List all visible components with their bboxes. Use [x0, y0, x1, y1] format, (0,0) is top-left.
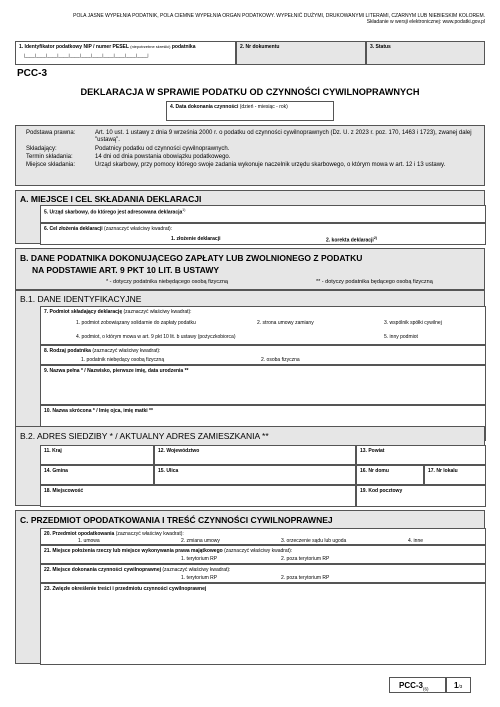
property-location-label: 21. Miejsce położenia rzeczy lub miejsce wykonywania prawa majątkowego	[44, 548, 223, 554]
entity-option-borrower[interactable]: 4. podmiot, o którym mowa w art. 9 pkt 10 lit. b ustawy (pożyczkobiorca)	[76, 334, 236, 340]
county-field[interactable]	[356, 445, 486, 465]
property-location-hint: (zaznaczyć właściwy kwadrat):	[224, 548, 293, 554]
country-field[interactable]	[40, 445, 154, 465]
deadline-key: Termin składania:	[26, 154, 73, 160]
description-field[interactable]	[40, 583, 486, 665]
apartment-number-label: 17. Nr lokalu	[428, 468, 458, 474]
section-a	[15, 190, 485, 244]
purpose-hint: (zaznaczyć właściwy kwadrat):	[104, 226, 173, 232]
legal-basis-value: Art. 10 ust. 1 ustawy z dnia 9 września 2000 r. o podatku od czynności cywilnoprawnych (Dz. U. z 2023 r. poz. 170, 1463 i 1723), zwanej dalej "ustawą".	[95, 130, 472, 144]
short-name-label: 10. Nazwa skrócona * / Imię ojca, imię matki **	[44, 408, 153, 414]
property-location-rp[interactable]: 1. terytorium RP	[181, 556, 218, 562]
tax-office-label: 5. Urząd skarbowy, do którego jest adresowana deklaracja	[44, 209, 183, 216]
county-label: 13. Powiat	[360, 448, 385, 454]
tax-office-field[interactable]	[40, 205, 486, 223]
section-b1	[15, 290, 485, 446]
subject-hint: (zaznaczyć właściwy kwadrat):	[115, 531, 184, 537]
entity-option-solidary[interactable]: 1. podmiot zobowiązany solidarnie do zapłaty podatku	[76, 320, 196, 326]
document-number-label: 2. Nr dokumentu	[240, 44, 280, 50]
submitting-entity-hint: (zaznaczyć właściwy kwadrat):	[123, 309, 192, 315]
subject-option-contract[interactable]: 1. umowa	[78, 538, 100, 544]
entity-option-other[interactable]: 5. inny podmiot	[384, 334, 418, 340]
apartment-number-field[interactable]	[424, 465, 486, 485]
section-b-title-line1: B. DANE PODATNIKA DOKONUJĄCEGO ZAPŁATY LUB ZWOLNIONEGO Z PODATKU	[20, 253, 363, 263]
instruction-text: POLA JASNE WYPEŁNIA PODATNIK, POLA CIEMNE WYPEŁNIA ORGAN PODATKOWY. WYPEŁNIĆ DUŻYMI, DRUKOWANYMI LITERAMI, CZARNYM LUB NIEBIESKIM KOLOREM.	[73, 13, 485, 19]
street-label: 15. Ulica	[158, 468, 179, 474]
footer-code: PCC-3	[399, 681, 424, 690]
city-label: 18. Miejscowość	[44, 488, 84, 494]
voivodeship-field[interactable]	[154, 445, 356, 465]
footer-form-code	[389, 677, 446, 693]
subject-option-amendment[interactable]: 2. zmiana umowy	[181, 538, 220, 544]
postal-code-label: 19. Kod pocztowy	[360, 488, 403, 494]
transaction-place-rp[interactable]: 1. terytorium RP	[181, 575, 218, 581]
document-number-field	[236, 41, 366, 65]
filer-value: Podatnicy podatku od czynności cywilnoprawnych.	[95, 146, 230, 152]
footer-version: (6)	[423, 686, 429, 692]
municipality-label: 14. Gmina	[44, 468, 68, 474]
transaction-place-hint: (zaznaczyć właściwy kwadrat):	[162, 567, 231, 573]
legal-info-block	[15, 125, 485, 186]
municipality-field[interactable]	[40, 465, 154, 485]
nip-digit-boxes: └──┴──┴──┴──┴──┴──┴──┴──┴──┴──┴──┘	[22, 55, 150, 61]
purpose-field	[40, 223, 486, 245]
country-label: 11. Kraj	[44, 448, 62, 454]
house-number-field[interactable]	[356, 465, 424, 485]
purpose-label: 6. Cel złożenia deklaracji	[44, 226, 103, 232]
section-b-title	[20, 252, 362, 276]
taxpayer-type-field	[40, 345, 486, 365]
tax-office-footnote: 1)	[182, 208, 186, 212]
section-c-title: C. PRZEDMIOT OPODATKOWANIA I TREŚĆ CZYNNOŚCI CYWILNOPRAWNEJ	[20, 515, 333, 525]
nip-pesel-field[interactable]	[15, 41, 236, 65]
section-a-title: A. MIEJSCE I CEL SKŁADANIA DEKLARACJI	[20, 194, 202, 204]
deadline-value: 14 dni od dnia powstania obowiązku podatkowego.	[95, 154, 231, 160]
subject-option-other[interactable]: 4. inne	[408, 538, 424, 544]
purpose-option-declaration[interactable]: 1. złożenie deklaracji	[171, 236, 221, 242]
legal-basis-key: Podstawa prawna:	[26, 130, 76, 136]
filer-key: Składający:	[26, 146, 57, 152]
nip-note: (niepotrzebne skreślić)	[130, 44, 171, 49]
nip-label: 1. Identyfikator podatkowy NIP / numer PESEL	[19, 44, 129, 50]
entity-option-partner[interactable]: 3. wspólnik spółki cywilnej	[384, 320, 442, 326]
note-person: ** - dotyczy podatnika będącego osobą fizyczną	[316, 279, 433, 285]
correction-label: 2. korekta deklaracji	[326, 237, 374, 244]
section-b2-title: B.2. ADRES SIEDZIBY * / AKTUALNY ADRES ZAMIESZKANIA **	[20, 431, 269, 441]
postal-code-field[interactable]	[356, 485, 486, 507]
section-b2	[15, 426, 485, 506]
submitting-entity-label: 7. Podmiot składający deklarację	[44, 309, 123, 315]
place-key: Miejsce składania:	[26, 162, 76, 168]
footer-page-number	[446, 677, 471, 693]
subject-option-court[interactable]: 3. orzeczenie sądu lub ugoda	[281, 538, 347, 544]
taxpayer-type-person[interactable]: 2. osoba fizyczna	[261, 357, 300, 363]
city-field[interactable]	[40, 485, 356, 507]
section-b-title-line2: NA PODSTAWIE ART. 9 PKT 10 LIT. B USTAWY	[32, 265, 220, 275]
voivodeship-label: 12. Województwo	[158, 448, 200, 454]
purpose-option-correction[interactable]	[326, 236, 377, 244]
transaction-date-field[interactable]	[166, 101, 334, 121]
section-b1-title: B.1. DANE IDENTYFIKACYJNE	[20, 294, 142, 304]
form-code: PCC-3	[17, 68, 48, 79]
entity-option-exchange[interactable]: 2. strona umowy zamiany	[257, 320, 314, 326]
correction-footnote: 2)	[373, 236, 377, 240]
status-label: 3. Status	[370, 44, 391, 50]
transaction-date-label: 4. Data dokonania czynności	[170, 104, 239, 110]
house-number-label: 16. Nr domu	[360, 468, 389, 474]
section-b	[15, 248, 485, 290]
taxpayer-type-label: 8. Rodzaj podatnika	[44, 348, 91, 354]
place-value: Urząd skarbowy, przy pomocy którego swoje zadania wykonuje naczelnik urzędu skarbowego, o którym mowa w art. 12 i 13 ustawy.	[95, 162, 446, 168]
description-label: 23. Zwięzłe określenie treści i przedmiotu czynności cywilnoprawnej	[44, 586, 207, 592]
status-field	[366, 41, 485, 65]
property-location-abroad[interactable]: 2. poza terytorium RP	[281, 556, 330, 562]
note-nonperson: * - dotyczy podatnika niebędącego osobą fizyczną	[106, 279, 228, 285]
electronic-filing-note: Składanie w wersji elektronicznej: www.podatki.gov.pl	[366, 19, 485, 25]
submitting-entity-field	[40, 306, 486, 345]
full-name-label: 9. Nazwa pełna * / Nazwisko, pierwsze imię, data urodzenia **	[44, 368, 189, 374]
full-name-field[interactable]	[40, 365, 486, 405]
taxpayer-type-nonperson[interactable]: 1. podatnik niebędący osobą fizyczną	[81, 357, 165, 363]
form-title: DEKLARACJA W SPRAWIE PODATKU OD CZYNNOŚCI CYWILNOPRAWNYCH	[80, 87, 420, 97]
street-field[interactable]	[154, 465, 356, 485]
transaction-place-field	[40, 564, 486, 583]
subject-field	[40, 528, 486, 545]
taxpayer-type-hint: (zaznaczyć właściwy kwadrat):	[92, 348, 161, 354]
transaction-place-label: 22. Miejsce dokonania czynności cywilnoprawnej	[44, 567, 161, 573]
transaction-place-abroad[interactable]: 2. poza terytorium RP	[281, 575, 330, 581]
footer-page: 1	[454, 681, 459, 690]
property-location-field	[40, 545, 486, 564]
nip-suffix: podatnika	[171, 44, 196, 50]
section-c	[15, 510, 485, 664]
subject-label: 20. Przedmiot opodatkowania	[44, 531, 115, 537]
footer-pages: /3	[458, 684, 463, 689]
transaction-date-hint: (dzień - miesiąc - rok)	[239, 104, 288, 110]
